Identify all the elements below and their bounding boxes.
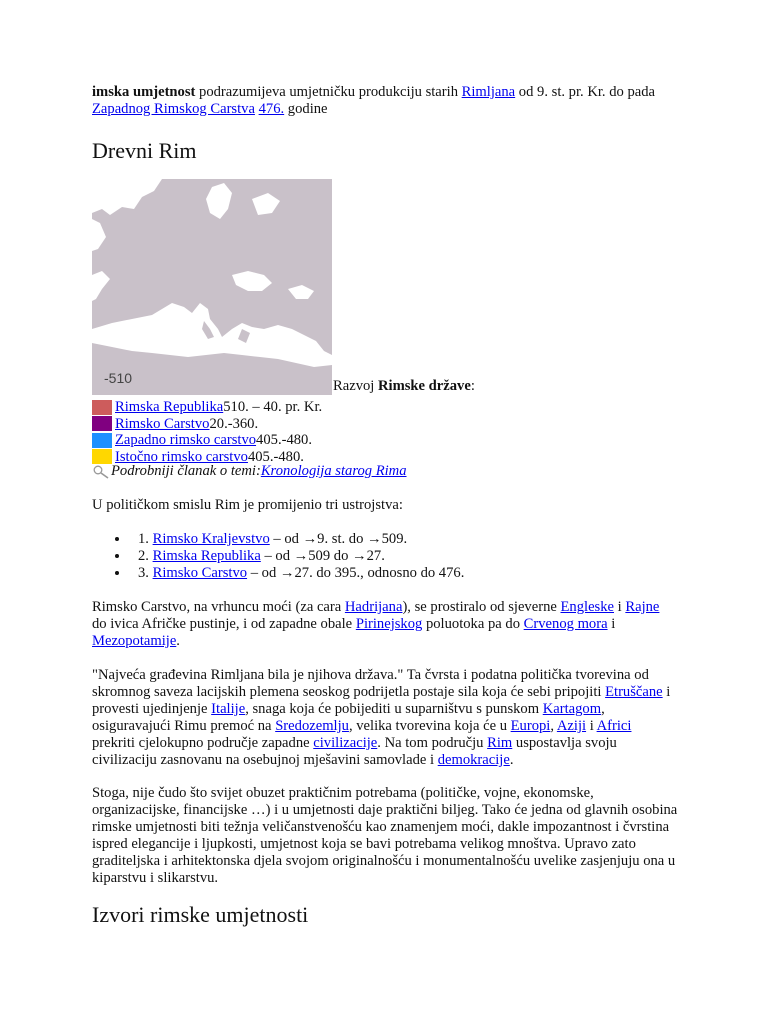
text: i — [614, 599, 626, 615]
list-link[interactable]: Rimsko Kraljevstvo — [152, 531, 270, 547]
link-aziji[interactable]: Aziji — [556, 718, 587, 734]
link-africi[interactable]: Africi — [596, 718, 632, 734]
text: , velika tvorevina koja će u — [348, 718, 511, 734]
text: ), se prostiralo od sjeverne — [402, 599, 561, 615]
heading-drevni-rim: Drevni Rim — [92, 138, 197, 163]
link-rajne[interactable]: Rajne — [625, 599, 660, 615]
list-item — [130, 548, 464, 565]
empire-extent-paragraph — [92, 599, 672, 650]
legend-link[interactable]: Rimsko Carstvo — [115, 415, 210, 432]
link-kronologija[interactable]: Kronologija starog Rima — [260, 463, 407, 479]
link-civilizacije[interactable]: civilizacije — [313, 735, 378, 751]
state-paragraph — [92, 667, 672, 769]
text: i provesti ujedinjenje — [92, 684, 671, 717]
list-link[interactable]: Rimska Republika — [152, 548, 261, 564]
intro-text: godine — [284, 101, 328, 117]
list-text: – od →27. do 395., odnosno do 476. — [247, 565, 465, 581]
list-text: – od →509 do →27. — [260, 548, 385, 564]
text: i — [607, 616, 616, 632]
legend-text: 20.-360. — [209, 415, 259, 432]
map-year-label: -510 — [104, 370, 133, 386]
list-text: – od →9. st. do →509. — [269, 531, 408, 547]
list-item — [130, 565, 464, 582]
politics-intro: U političkom smislu Rim je promijenio tri ustrojstva: — [92, 497, 403, 513]
link-rimljana[interactable]: Rimljana — [461, 84, 516, 100]
text: . — [176, 633, 180, 649]
legend-swatch-purple — [92, 416, 112, 431]
link-italije[interactable]: Italije — [211, 701, 246, 717]
text: "Najveća građevina Rimljana bila je njihova država." Ta čvrsta i podatna politička tvorevina od skromnog saveza lacijskih plemena seoskog podrijetla postaje sila koja će sebi pripojiti — [92, 667, 649, 700]
list-link[interactable]: Rimsko Carstvo — [152, 565, 248, 581]
legend-text: 405.-480. — [256, 432, 312, 448]
text: do ivica Afričke pustinje, i od zapadne obale — [92, 616, 356, 632]
text: , osiguravajući Rimu premoć na — [92, 701, 605, 734]
link-rim[interactable]: Rim — [487, 735, 513, 751]
heading-izvori: Izvori rimske umjetnosti — [92, 902, 309, 927]
link-476[interactable]: 476. — [258, 101, 285, 117]
link-zapadnog-rimskog-carstva[interactable]: Zapadnog Rimskog Carstva — [92, 101, 255, 117]
magnifier-icon — [92, 465, 110, 479]
intro-text: od 9. st. pr. Kr. do pada — [515, 84, 656, 100]
link-crvenog-mora[interactable]: Crvenog mora — [523, 616, 608, 632]
link-mezopotamije[interactable]: Mezopotamije — [92, 633, 177, 649]
text: . — [509, 752, 514, 768]
link-etruscane[interactable]: Etruščane — [605, 684, 663, 700]
link-europi[interactable]: Europi — [510, 718, 551, 734]
text: i — [586, 718, 597, 734]
map-image[interactable] — [92, 179, 332, 395]
europe-map-svg — [92, 179, 332, 395]
text: poluotoka pa do — [422, 616, 524, 632]
legend-link[interactable]: Rimska Republika — [115, 399, 224, 415]
map-caption-suffix: : — [470, 378, 475, 394]
map-figure — [92, 179, 652, 395]
map-caption — [333, 378, 475, 395]
legend-row — [92, 416, 322, 433]
text: , — [550, 718, 557, 734]
legend-text: 510. – 40. pr. Kr. — [223, 399, 323, 415]
legend-swatch-yellow — [92, 449, 112, 464]
text: Rimsko Carstvo, na vrhuncu moći (za cara — [92, 599, 345, 615]
link-sredozemlju[interactable]: Sredozemlju — [275, 718, 349, 734]
legend-row — [92, 399, 322, 416]
link-engleske[interactable]: Engleske — [560, 599, 614, 615]
political-systems-list — [92, 531, 464, 582]
map-caption-bold: Rimske države — [378, 378, 471, 394]
link-kartagom[interactable]: Kartagom — [542, 701, 602, 717]
link-pirinejskog[interactable]: Pirinejskog — [355, 616, 423, 632]
legend-link[interactable]: Istočno rimsko carstvo — [115, 448, 248, 465]
legend-swatch-red — [92, 400, 112, 415]
legend-text: 405.-480. — [247, 448, 304, 465]
list-item — [130, 531, 464, 548]
art-character-paragraph: Stoga, nije čudo što svijet obuzet praktičnim potrebama (političke, vojne, ekonomske, organizacijske, financijske …) i u umjetnosti daje praktični biljeg. Tako će jedna od glavnih osobina rimske umjetnosti biti težnja veličanstvenošću kao znamenjem moći, dakle impozantnost i čvrstina ispred elegancije i ljupkosti, umjetnost koja se bavi potrebama velikog mnoštva. Upravo zato graditeljska i arhitektonska djela svojom originalnošću i monumentalnošću uvelike zasjenjuju ona u kiparstvu i slikarstvu. — [92, 785, 678, 886]
list-number: 2. — [138, 548, 153, 564]
text: , snaga koja će pobijediti u suparništvu s punskom — [245, 701, 543, 717]
map-caption-text: Razvoj — [333, 378, 378, 394]
intro-bold: imska umjetnost — [92, 84, 196, 100]
legend-link[interactable]: Zapadno rimsko carstvo — [115, 432, 257, 448]
legend-swatch-blue — [92, 433, 112, 448]
link-demokracije[interactable]: demokracije — [437, 752, 510, 768]
detail-prefix: Podrobniji članak o temi: — [111, 463, 261, 479]
legend-row — [92, 432, 322, 449]
list-number: 3. — [138, 565, 153, 581]
list-number: 1. — [138, 531, 153, 547]
intro-paragraph — [92, 84, 692, 118]
map-legend — [92, 399, 322, 465]
text: prekriti cjelokupno područje zapadne — [92, 735, 314, 751]
link-hadrijana[interactable]: Hadrijana — [344, 599, 403, 615]
text: . Na tom području — [377, 735, 488, 751]
intro-text: podrazumijeva umjetničku produkciju starih — [195, 84, 462, 100]
text: uspostavlja svoju civilizaciju zasnovanu na osebujnoj mješavini samovlade i — [92, 735, 617, 768]
detail-article-note — [92, 463, 407, 480]
